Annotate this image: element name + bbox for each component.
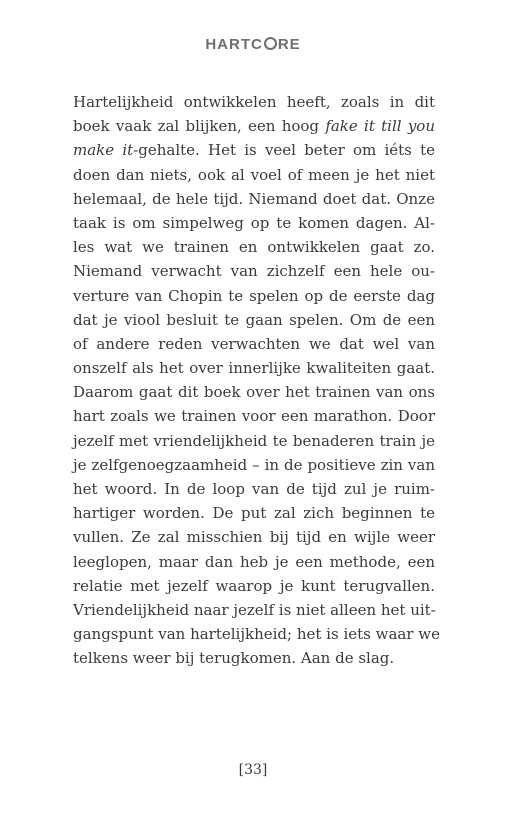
text-line: helemaal, de hele tijd. Niemand doet dat. Onze (73, 189, 435, 208)
text-line: onszelf als het over innerlijke kwaliteiten gaat. (73, 359, 435, 378)
text-line: les wat we trainen en ontwikkelen gaat zo. (73, 238, 435, 257)
text-line: Niemand verwacht van zichzelf een hele ou- (73, 262, 435, 281)
text-line: Hartelijkheid ontwikkelen heeft, zoals in dit (73, 93, 435, 111)
running-head-title-end: RE (277, 36, 301, 53)
italic-phrase: make it (73, 141, 134, 160)
text-line: Vriendelijkheid naar jezelf is niet alleen het uit- (73, 600, 436, 619)
text-line: boek vaak zal blijken, een hoog fake it till you (73, 117, 435, 136)
text-line: leeglopen, maar dan heb je een methode, een (73, 552, 435, 571)
text-line: telkens weer bij terugkomen. Aan de slag. (73, 649, 395, 668)
heart-o-icon (264, 37, 277, 50)
text-line: vullen. Ze zal misschien bij tijd en wijle weer (73, 528, 435, 547)
page-number: [33] (238, 762, 268, 778)
running-head (0, 36, 506, 53)
text-line: taak is om simpelweg op te komen dagen. Al- (73, 213, 435, 232)
text-line: hart zoals we trainen voor een marathon. Door (73, 407, 435, 426)
text-line: dat je viool besluit te gaan spelen. Om de een (73, 310, 435, 329)
text-line: Daarom gaat dit boek over het trainen van ons (73, 383, 435, 402)
text-line: het woord. In de loop van de tijd zul je ruim- (73, 480, 435, 498)
text-line: relatie met jezelf waarop je kunt terugvallen. (73, 576, 435, 595)
text-line: hartiger worden. De put zal zich beginnen te (73, 504, 435, 523)
text-line: make it-gehalte. Het is veel beter om iéts te (73, 141, 435, 160)
italic-phrase: fake it till you (325, 117, 435, 136)
text-line: jezelf met vriendelijkheid te benaderen train je (73, 431, 435, 450)
running-head-title-start: HARTC (205, 36, 263, 53)
text-line: je zelfgenoegzaamheid – in de positieve zin van (73, 455, 435, 474)
text-line: gangspunt van hartelijkheid; het is iets waar we (73, 625, 440, 644)
text-line: doen dan niets, ook al voel of meen je het niet (73, 165, 435, 184)
text-line: of andere reden verwachten we dat wel van (73, 334, 435, 353)
text-line: verture van Chopin te spelen op de eerste dag (73, 286, 435, 305)
body-paragraph (73, 90, 440, 671)
